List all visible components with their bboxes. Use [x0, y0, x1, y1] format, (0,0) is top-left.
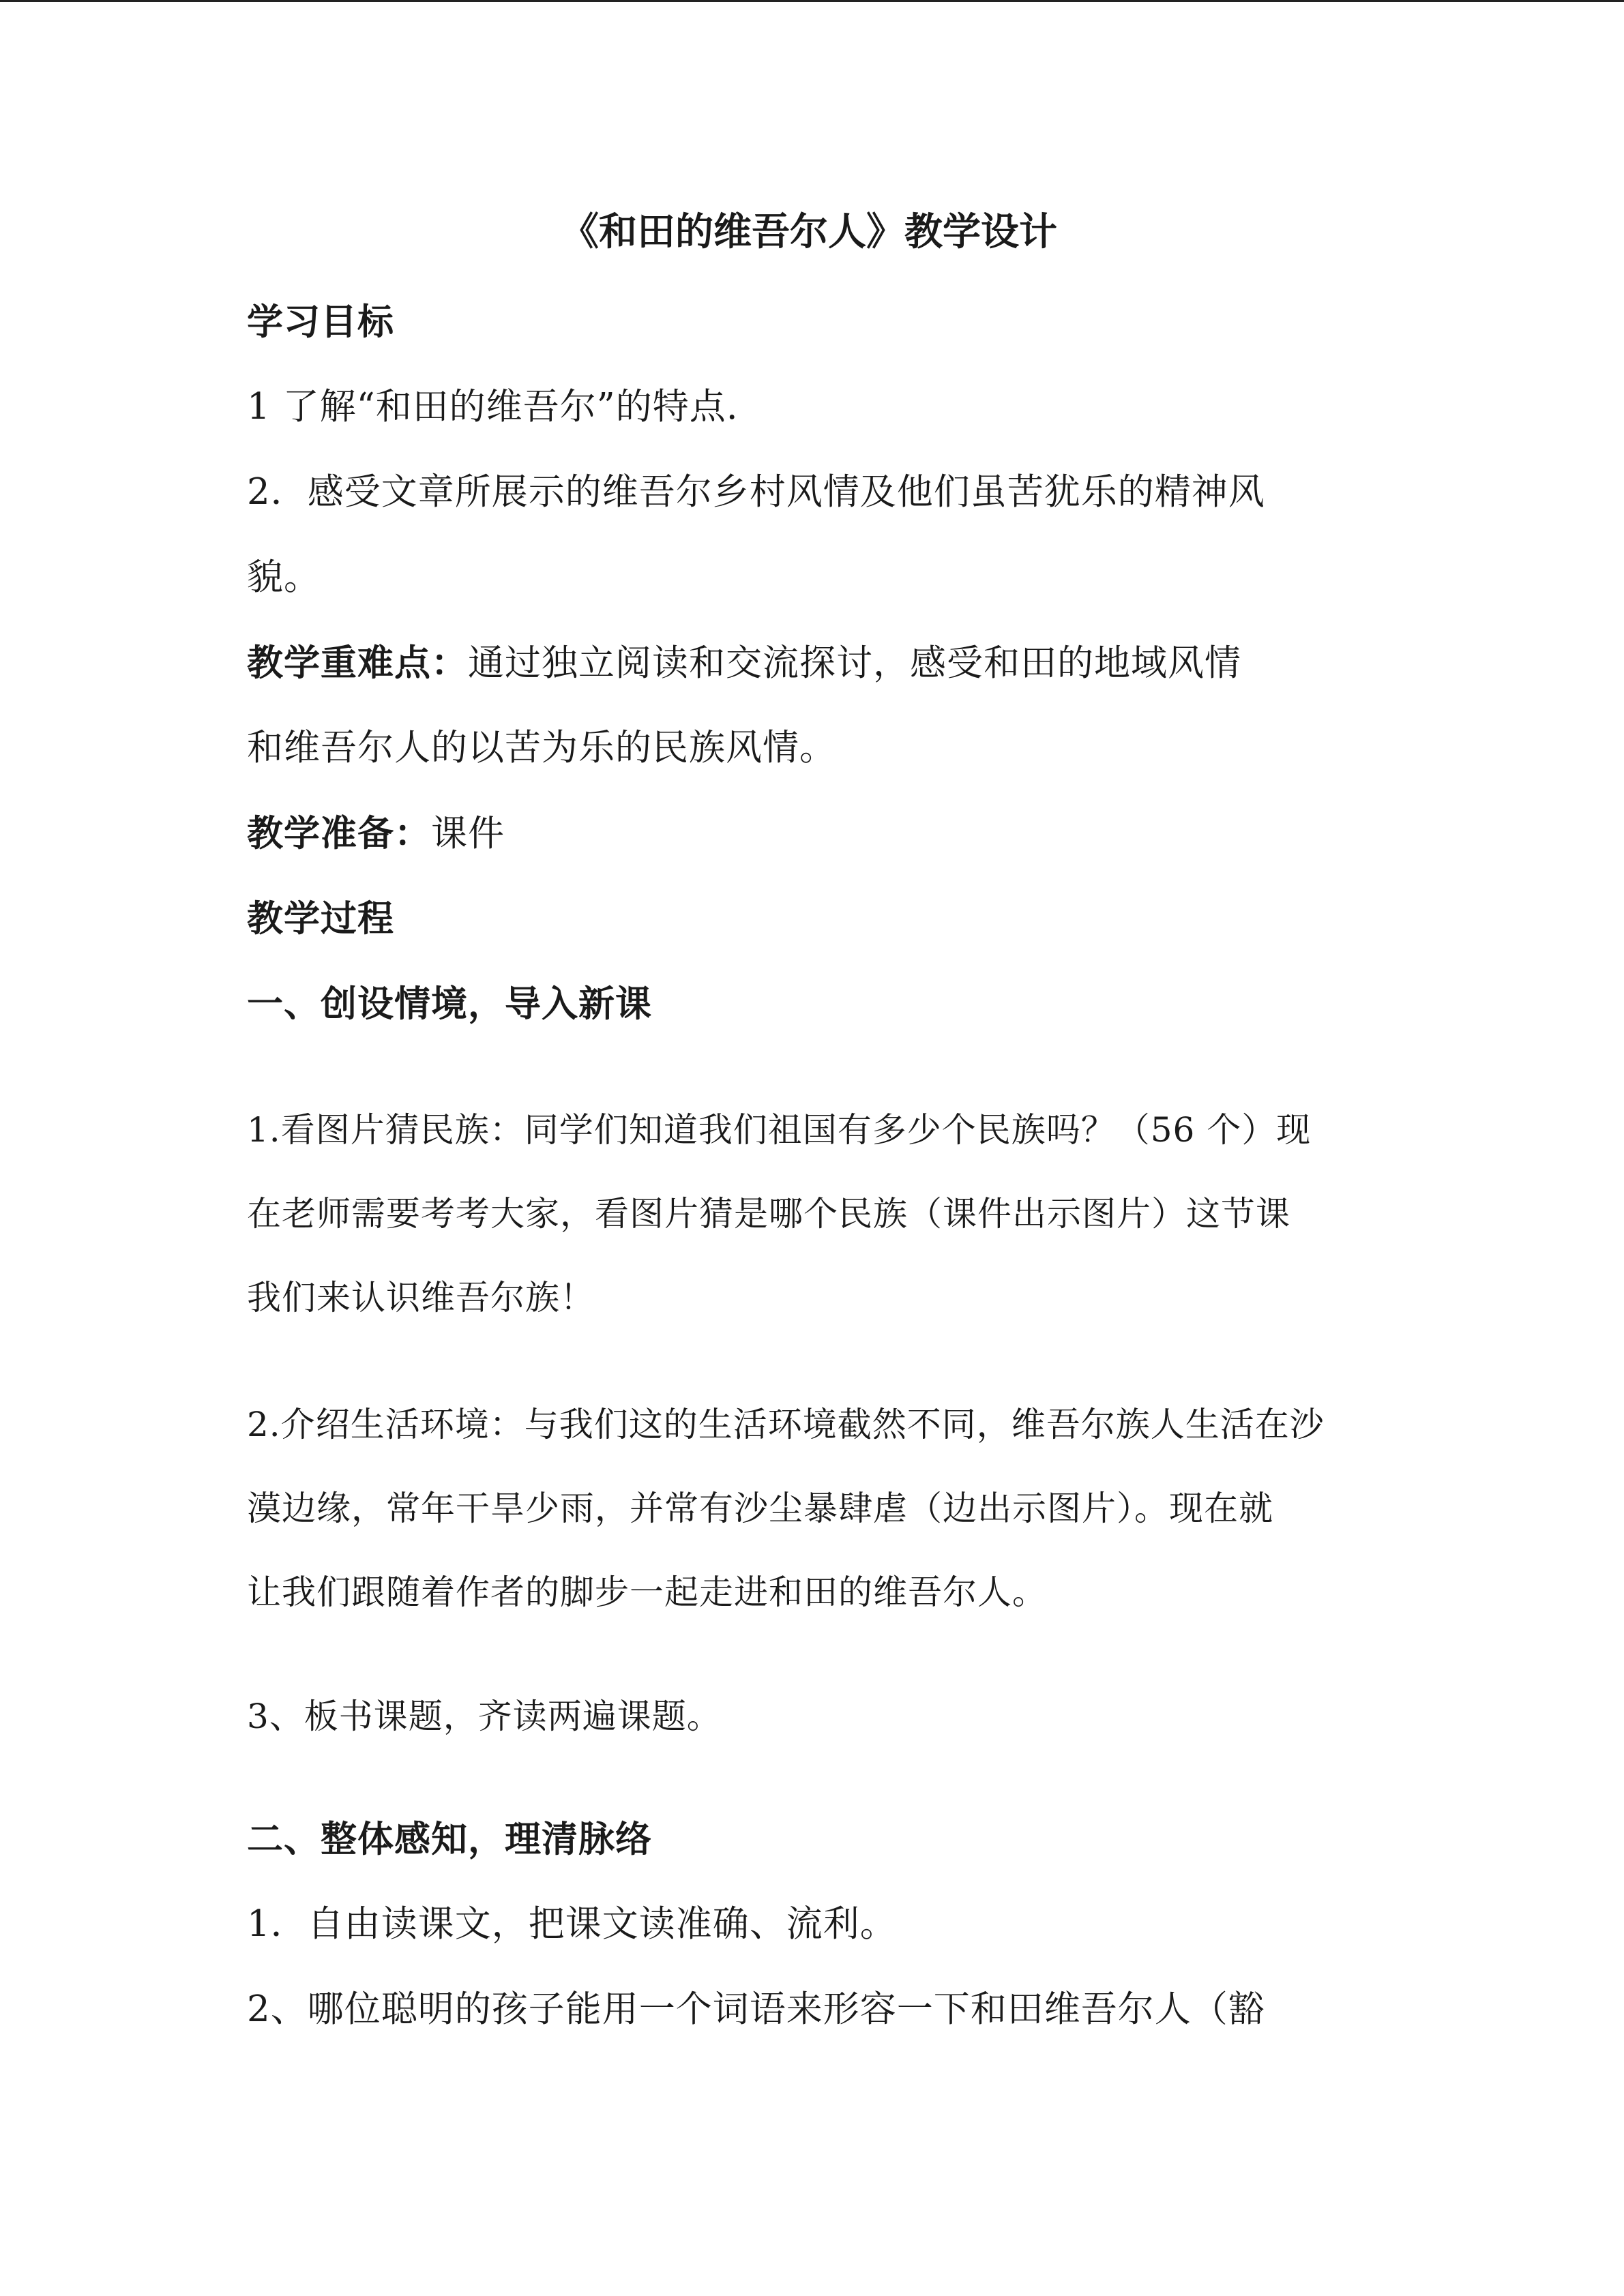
- key-points-text: 通过独立阅读和交流探讨，感受和田的地域风情: [468, 642, 1241, 684]
- goal-item-2-line-1: 2．感受文章所展示的维吾尔乡村风情及他们虽苦犹乐的精神风: [247, 471, 1265, 513]
- section-2-item-1: 1．自由读课文，把课文读准确、流利。: [247, 1903, 897, 1945]
- goals-heading: 学习目标: [247, 301, 394, 343]
- section-1-item-2-line-1: 2.介绍生活环境：与我们这的生活环境截然不同，维吾尔族人生活在沙: [247, 1405, 1325, 1444]
- process-heading: 教学过程: [247, 897, 394, 940]
- key-points-line-2: 和维吾尔人的以苦为乐的民族风情。: [247, 727, 836, 769]
- section-1-item-1-line-1: 1.看图片猜民族：同学们知道我们祖国有多少个民族吗？（56 个）现: [247, 1110, 1312, 1150]
- key-points-paragraph: [247, 639, 1241, 687]
- top-border-rule: [0, 0, 1624, 2]
- section-2-heading: 二、整体感知，理清脉络: [247, 1818, 652, 1860]
- section-1-item-1-line-3: 我们来认识维吾尔族！: [247, 1278, 595, 1317]
- preparation-value: 课件: [431, 813, 505, 854]
- preparation-label: 教学准备：: [247, 812, 431, 854]
- goal-item-1: 1 了解“和田的维吾尔”的特点.: [247, 386, 739, 428]
- section-1-item-1-line-2: 在老师需要考考大家，看图片猜是哪个民族（课件出示图片）这节课: [247, 1194, 1290, 1234]
- section-1-item-2-line-2: 漠边缘，常年干旱少雨，并常有沙尘暴肆虐（边出示图片）。现在就: [247, 1489, 1273, 1528]
- goal-item-2-line-2: 貌。: [247, 556, 321, 598]
- section-1-item-3: 3、板书课题，齐读两遍课题。: [247, 1697, 722, 1736]
- key-points-label: 教学重难点：: [247, 642, 468, 684]
- section-2-item-2: 2、哪位聪明的孩子能用一个词语来形容一下和田维吾尔人（豁: [247, 1988, 1265, 2030]
- section-1-item-2-line-3: 让我们跟随着作者的脚步一起走进和田的维吾尔人。: [247, 1572, 1047, 1612]
- section-1-heading: 一、创设情境，导入新课: [247, 983, 652, 1025]
- preparation-paragraph: [247, 809, 505, 858]
- document-title: 《和田的维吾尔人》教学设计: [561, 209, 1057, 254]
